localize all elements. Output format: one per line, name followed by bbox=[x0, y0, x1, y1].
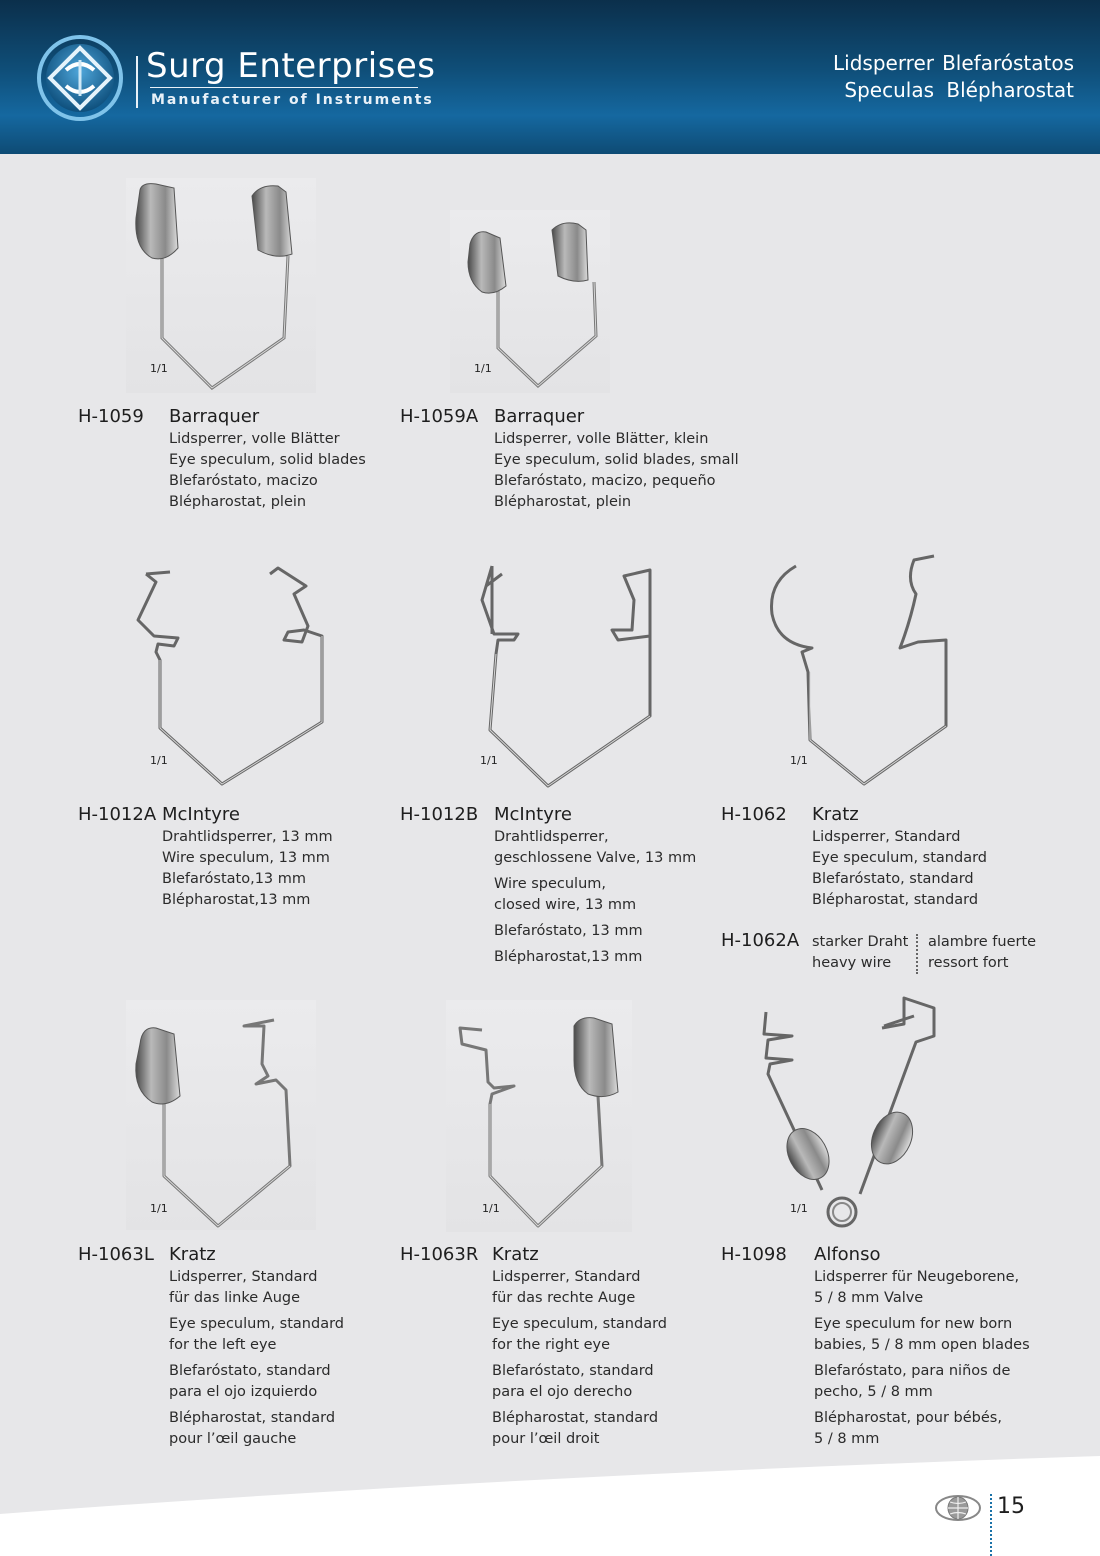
product-name: Alfonso bbox=[814, 1244, 881, 1265]
product-name: Kratz bbox=[169, 1244, 216, 1265]
desc-line: closed wire, 13 mm bbox=[494, 897, 637, 913]
product-code: H-1062 bbox=[721, 804, 787, 825]
product-name: Barraquer bbox=[494, 406, 585, 427]
desc-line: Blefaróstato, standard bbox=[169, 1363, 331, 1379]
desc-line: Blépharostat, standard bbox=[169, 1410, 336, 1426]
desc-line: babies, 5 / 8 mm open blades bbox=[814, 1337, 1030, 1353]
desc-line: 5 / 8 mm Valve bbox=[814, 1290, 924, 1306]
desc-line: Blefaróstato, standard bbox=[812, 871, 974, 887]
desc-line: Eye speculum, standard bbox=[492, 1316, 667, 1332]
product-description bbox=[494, 827, 696, 968]
product-description bbox=[162, 827, 333, 911]
scale-label: 1/1 bbox=[790, 1202, 808, 1215]
desc-line: Blépharostat, plein bbox=[494, 494, 632, 510]
product-code: H-1063R bbox=[400, 1244, 479, 1265]
desc-line: Eye speculum, standard bbox=[169, 1316, 344, 1332]
desc-line: Blépharostat,13 mm bbox=[494, 949, 643, 965]
product-photo-h1063l bbox=[126, 1000, 316, 1230]
section-title: Blefaróstatos bbox=[942, 51, 1074, 75]
desc-line: starker Draht bbox=[812, 934, 909, 950]
product-description bbox=[814, 1267, 1030, 1450]
desc-line: heavy wire bbox=[812, 955, 892, 971]
desc-line: Lidsperrer, Standard bbox=[812, 829, 961, 845]
desc-line: Lidsperrer, Standard bbox=[492, 1269, 641, 1285]
scale-label: 1/1 bbox=[482, 1202, 500, 1215]
brand-name: Surg Enterprises bbox=[146, 46, 436, 86]
section-titles-right bbox=[942, 50, 1074, 104]
desc-line: alambre fuerte bbox=[928, 934, 1037, 950]
desc-line: Eye speculum for new born bbox=[814, 1316, 1013, 1332]
desc-line: pour l’œil gauche bbox=[169, 1431, 297, 1447]
page-number-divider bbox=[990, 1494, 992, 1556]
desc-line: Blefaróstato, para niños de bbox=[814, 1363, 1011, 1379]
desc-line: para el ojo izquierdo bbox=[169, 1384, 318, 1400]
section-title: Speculas bbox=[844, 78, 934, 102]
product-code: H-1059A bbox=[400, 406, 479, 427]
scale-label: 1/1 bbox=[150, 1202, 168, 1215]
product-description bbox=[494, 429, 739, 513]
desc-line: pecho, 5 / 8 mm bbox=[814, 1384, 933, 1400]
section-title: Blépharostat bbox=[946, 78, 1074, 102]
scale-label: 1/1 bbox=[790, 754, 808, 767]
desc-line: Blefaróstato,13 mm bbox=[162, 871, 307, 887]
page-number: 15 bbox=[997, 1494, 1025, 1519]
desc-line: Blépharostat, pour bébés, bbox=[814, 1410, 1002, 1426]
product-description bbox=[169, 429, 366, 513]
desc-line: für das rechte Auge bbox=[492, 1290, 636, 1306]
product-code: H-1063L bbox=[78, 1244, 154, 1265]
desc-line: Lidsperrer, Standard bbox=[169, 1269, 318, 1285]
logo-icon bbox=[36, 34, 124, 122]
product-description bbox=[492, 1267, 667, 1450]
brand-underline bbox=[150, 87, 418, 88]
product-name: Kratz bbox=[492, 1244, 539, 1265]
brand-tagline: Manufacturer of Instruments bbox=[151, 92, 434, 108]
product-photo-h1059 bbox=[126, 178, 316, 393]
desc-line: für das linke Auge bbox=[169, 1290, 301, 1306]
desc-line: Eye speculum, standard bbox=[812, 850, 987, 866]
scale-label: 1/1 bbox=[474, 362, 492, 375]
desc-line: para el ojo derecho bbox=[492, 1384, 633, 1400]
desc-line: Lidsperrer, volle Blätter bbox=[169, 431, 340, 447]
variant-description bbox=[812, 932, 908, 974]
section-title: Lidsperrer bbox=[833, 51, 934, 75]
product-name: McIntyre bbox=[494, 804, 572, 825]
product-code: H-1059 bbox=[78, 406, 144, 427]
desc-line: Blépharostat, standard bbox=[492, 1410, 659, 1426]
product-photo-h1098 bbox=[748, 994, 944, 1234]
desc-line: Drahtlidsperrer, 13 mm bbox=[162, 829, 333, 845]
product-photo-h1063r bbox=[446, 1000, 632, 1232]
brand-divider bbox=[136, 56, 138, 108]
product-code: H-1012B bbox=[400, 804, 479, 825]
product-description bbox=[169, 1267, 344, 1450]
scale-label: 1/1 bbox=[150, 754, 168, 767]
desc-line: Blépharostat, plein bbox=[169, 494, 307, 510]
product-code: H-1012A bbox=[78, 804, 157, 825]
desc-line: ressort fort bbox=[928, 955, 1009, 971]
desc-line: Drahtlidsperrer, bbox=[494, 829, 609, 845]
globe-icon bbox=[934, 1494, 982, 1522]
product-name: Barraquer bbox=[169, 406, 260, 427]
variant-description bbox=[928, 932, 1036, 974]
desc-line: Wire speculum, bbox=[494, 876, 607, 892]
desc-line: Wire speculum, 13 mm bbox=[162, 850, 330, 866]
scale-label: 1/1 bbox=[150, 362, 168, 375]
desc-line: pour l’œil droit bbox=[492, 1431, 600, 1447]
page-header bbox=[0, 0, 1100, 154]
desc-line: Eye speculum, solid blades, small bbox=[494, 452, 739, 468]
desc-line: Blépharostat,13 mm bbox=[162, 892, 311, 908]
desc-line: 5 / 8 mm bbox=[814, 1431, 880, 1447]
desc-line: Eye speculum, solid blades bbox=[169, 452, 366, 468]
product-description bbox=[812, 827, 987, 911]
product-code: H-1098 bbox=[721, 1244, 787, 1265]
variant-divider bbox=[916, 934, 918, 974]
desc-line: Blefaróstato, 13 mm bbox=[494, 923, 643, 939]
desc-line: Lidsperrer, volle Blätter, klein bbox=[494, 431, 709, 447]
variant-code: H-1062A bbox=[721, 930, 800, 951]
desc-line: Blefaróstato, macizo bbox=[169, 473, 318, 489]
desc-line: for the left eye bbox=[169, 1337, 277, 1353]
scale-label: 1/1 bbox=[480, 754, 498, 767]
desc-line: for the right eye bbox=[492, 1337, 611, 1353]
desc-line: Blefaróstato, macizo, pequeño bbox=[494, 473, 716, 489]
desc-line: Blépharostat, standard bbox=[812, 892, 979, 908]
product-name: McIntyre bbox=[162, 804, 240, 825]
desc-line: geschlossene Valve, 13 mm bbox=[494, 850, 697, 866]
product-name: Kratz bbox=[812, 804, 859, 825]
section-titles-left bbox=[833, 50, 934, 104]
desc-line: Blefaróstato, standard bbox=[492, 1363, 654, 1379]
desc-line: Lidsperrer für Neugeborene, bbox=[814, 1269, 1020, 1285]
